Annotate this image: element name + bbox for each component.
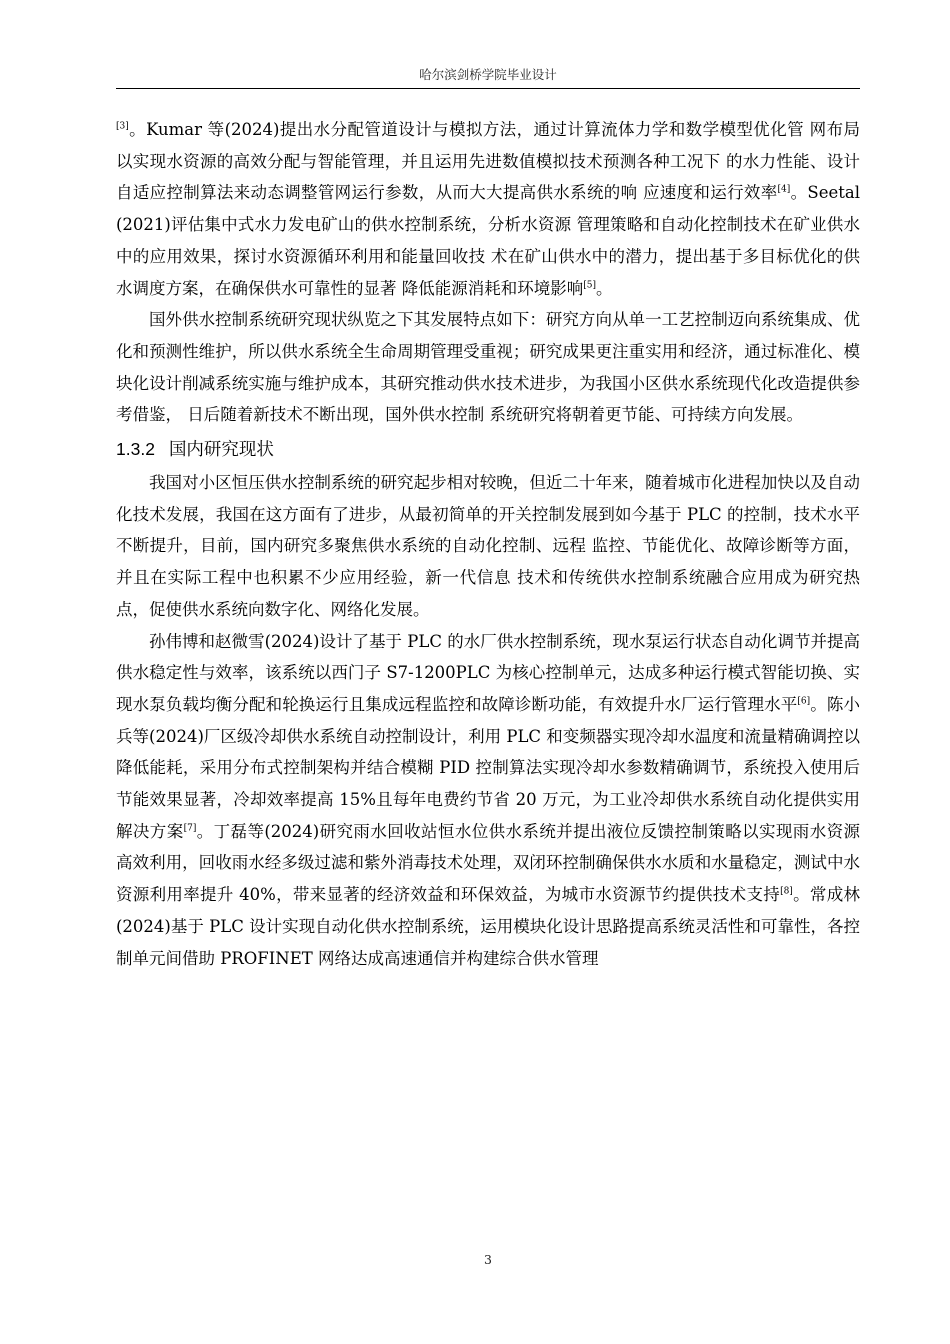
paragraph-text: 。丁磊等(2024)研究雨水回收站恒水位供水系统并提出液位反馈控制策略以实现雨水资源高效利用，回收雨水经多级过滤和紫外消毒技术处理，双闭环控制确保供水水质和水量稳定，测试中水资源利用率提升 40%，带来显著的经济效益和环保效益，为城市水资源节约提供技术支持 bbox=[116, 821, 861, 905]
paragraph-domestic-overview: 我国对小区恒压供水控制系统的研究起步相对较晚，但近二十年来，随着城市化进程加快以及自动化技术发展，我国在这方面有了进步，从最初简单的开关控制发展到如今基于 PLC 的控制，技术水平不断提升，目前，国内研究多聚焦供水系统的自动化控制、远程 监控、节能优化、故障诊断等方面，并且在实际工程中也积累不少应用经验，新一代信息 技术和传统供水控制系统融合应用成为研究热点，促使供水系统向数字化、网络化发展。 bbox=[116, 473, 860, 619]
header-divider bbox=[116, 88, 860, 89]
citation-ref: [8] bbox=[780, 886, 793, 897]
paragraph-text: 。陈小兵等(2024)厂区级冷却供水系统自动控制设计，利用 PLC 和变频器实现冷却水温度和流量精确调控以降低能耗，采用分布式控制架构并结合模糊 PID 控制算法实现冷却水参数精确调节，系统投入使用后节能效果显著，冷却效率提高 15%且每年电费约节省 20 万元，为工业冷却供水系统自动化提供实用解决方案 bbox=[116, 694, 861, 841]
paragraph-domestic-cases bbox=[116, 626, 860, 975]
citation-ref: [5] bbox=[583, 280, 596, 291]
document-body bbox=[116, 114, 860, 974]
paragraph-text: 。常成林(2024)基于 PLC 设计实现自动化供水控制系统，运用模块化设计思路提高系统灵活性和可靠性，各控制单元间借助 PROFINET 网络达成高速通信并构建综合供水管理 bbox=[116, 885, 861, 968]
page-number: 3 bbox=[484, 1252, 492, 1267]
section-number: 1.3.2 bbox=[116, 439, 155, 460]
paragraph-foreign-research-continued bbox=[116, 114, 860, 304]
paragraph-text: 孙伟博和赵微雪(2024)设计了基于 PLC 的水厂供水控制系统，现水泵运行状态自动化调节并提高供水稳定性与效率，该系统以西门子 S7-1200PLC 为核心控制单元，达成多种运行模式智能切换、实现水泵负载均衡分配和轮换运行且集成远程监控和故障诊断功能，有效提升水厂运行管理水平 bbox=[116, 631, 860, 714]
paragraph-text: 。Seetal(2021)评估集中式水力发电矿山的供水控制系统，分析水资源 管理策略和自动化控制技术在矿业供水中的应用效果，探讨水资源循环利用和能量回收技 术在矿山供水中的潜力，提出基于多目标优化的供水调度方案，在确保供水可靠性的显著 降低能源消耗和环境影响 bbox=[116, 183, 860, 298]
citation-ref: [4] bbox=[777, 184, 791, 195]
paragraph-foreign-summary: 国外供水控制系统研究现状纵览之下其发展特点如下：研究方向从单一工艺控制迈向系统集成、优化和预测性维护，所以供水系统全生命周期管理受重视；研究成果更注重实用和经济，通过标准化、模块化设计削减系统实施与维护成本，其研究推动供水技术进步，为我国小区供水系统现代化改造提供参考借鉴， 日后随着新技术不断出现，国外供水控制 系统研究将朝着更节能、可持续方向发展。 bbox=[116, 310, 860, 425]
page-header: 哈尔滨剑桥学院毕业设计 bbox=[419, 67, 557, 82]
citation-ref: [6] bbox=[797, 696, 811, 707]
paragraph-text: 。 bbox=[596, 278, 613, 298]
section-title: 国内研究现状 bbox=[168, 440, 274, 461]
citation-ref: [7] bbox=[183, 823, 197, 834]
citation-ref: [3] bbox=[116, 121, 129, 132]
section-heading bbox=[116, 434, 860, 466]
paragraph-text: 。Kumar 等(2024)提出水分配管道设计与模拟方法，通过计算流体力学和数学模型优化管 网布局以实现水资源的高效分配与智能管理，并且运用先进数值模拟技术预测各种工况下 的水力性能、设计自适应控制算法来动态调整管网运行参数，从而大大提高供水系统的响 应速度和运行效率 bbox=[116, 120, 860, 203]
